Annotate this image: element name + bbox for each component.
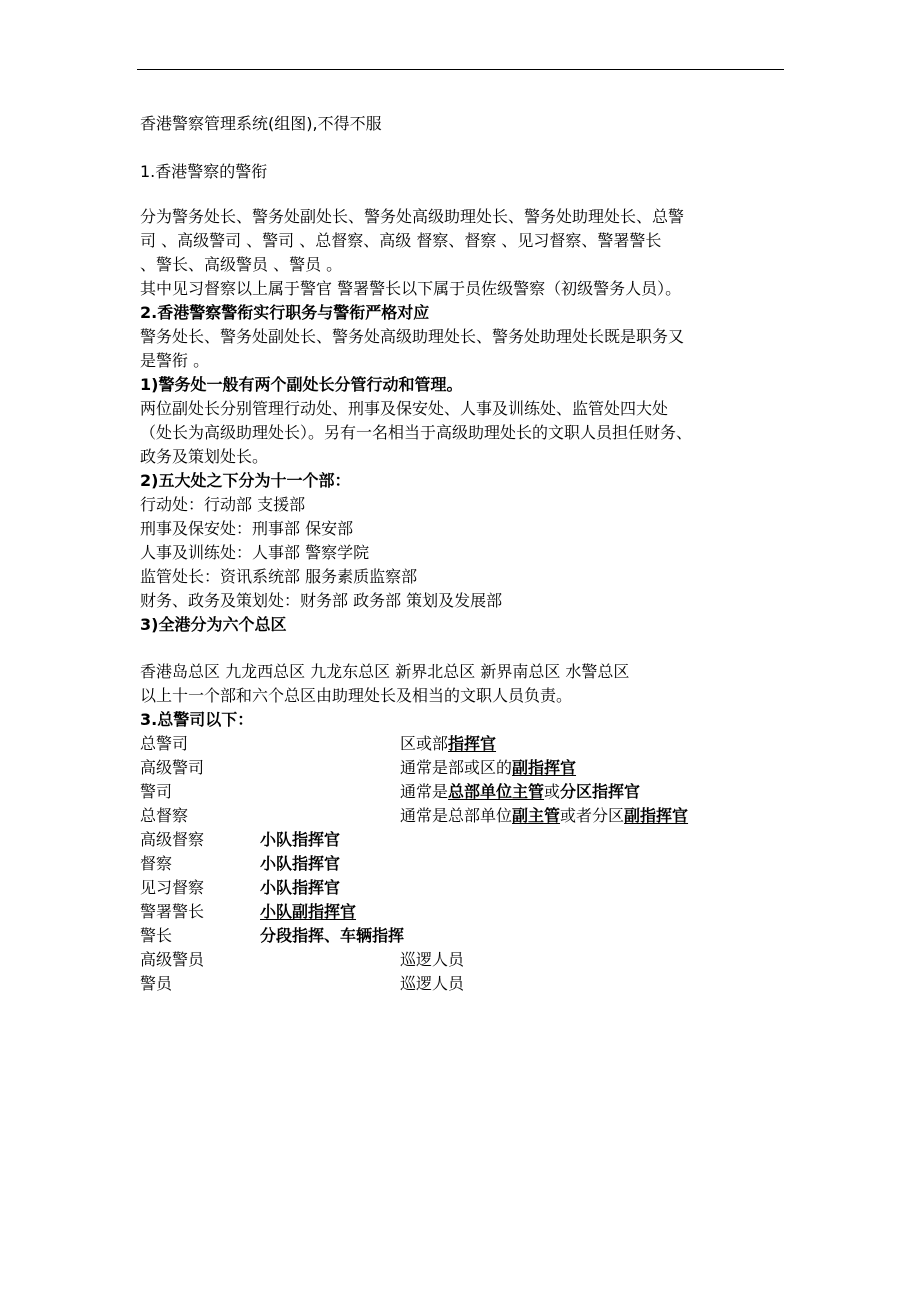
rank-role	[400, 948, 464, 972]
role-text: 小队指挥官	[260, 830, 341, 849]
subsection-3-line: 香港岛总区 九龙西总区 九龙东总区 新界北总区 新界南总区 水警总区	[140, 662, 630, 681]
role-text: 副主管	[512, 806, 561, 825]
role-text: 或者分区	[560, 806, 625, 825]
section-1-line: 其中见习督察以上属于警官 警署警长以下属于员佐级警察（初级警务人员）。	[140, 279, 682, 298]
role-text: 小队副指挥官	[260, 902, 357, 921]
subsection-2-line: 人事及训练处：人事部 警察学院	[140, 543, 370, 562]
rank-name: 见习督察	[140, 878, 205, 897]
rank-name: 高级警司	[140, 758, 205, 777]
rank-name: 总督察	[140, 806, 189, 825]
section-1-line: 、警长、高级警员 、警员 。	[140, 255, 343, 274]
role-text: 或	[544, 782, 561, 801]
role-text: 小队指挥官	[260, 854, 341, 873]
subsection-2-heading: 2)五大处之下分为十一个部：	[140, 471, 351, 490]
rank-role	[400, 804, 688, 828]
section-2-heading: 2.香港警察警衔实行职务与警衔严格对应	[140, 303, 430, 322]
header-rule	[137, 69, 784, 70]
role-text: 通常是总部单位	[400, 806, 513, 825]
rank-name: 高级警员	[140, 950, 205, 969]
role-text: 总部单位主管	[448, 782, 545, 801]
rank-name: 警员	[140, 974, 173, 993]
role-text: 分区指挥官	[560, 782, 641, 801]
rank-role	[260, 876, 340, 900]
role-text: 通常是部或区的	[400, 758, 513, 777]
rank-name: 督察	[140, 854, 173, 873]
subsection-2-line: 行动处：行动部 支援部	[140, 495, 306, 514]
role-text: 小队指挥官	[260, 878, 341, 897]
role-text: 分段指挥、车辆指挥	[260, 926, 405, 945]
rank-name: 总警司	[140, 734, 189, 753]
role-text: 副指挥官	[624, 806, 689, 825]
section-2-line: 警务处长、警务处副处长、警务处高级助理处长、警务处助理处长既是职务又	[140, 327, 685, 346]
subsection-2-line: 刑事及保安处：刑事部 保安部	[140, 519, 354, 538]
role-text: 巡逻人员	[400, 974, 465, 993]
section-3-heading: 3.总警司以下：	[140, 710, 254, 729]
subsection-1-line: 政务及策划处长。	[140, 447, 269, 466]
rank-role	[260, 924, 404, 948]
rank-name: 警署警长	[140, 902, 205, 921]
subsection-1-heading: 1)警务处一般有两个副处长分管行动和管理。	[140, 375, 463, 394]
subsection-2-line: 财务、政务及策划处：财务部 政务部 策划及发展部	[140, 591, 503, 610]
rank-name: 警司	[140, 782, 173, 801]
subsection-1-line: （处长为高级助理处长）。另有一名相当于高级助理处长的文职人员担任财务、	[140, 423, 693, 442]
rank-role	[260, 900, 356, 924]
section-1-heading: 1.香港警察的警衔	[140, 162, 268, 181]
rank-role	[400, 756, 576, 780]
role-text: 指挥官	[448, 734, 497, 753]
rank-role	[400, 732, 496, 756]
rank-name: 警长	[140, 926, 173, 945]
subsection-2-line: 监管处长：资讯系统部 服务素质监察部	[140, 567, 418, 586]
document-title: 香港警察管理系统(组图),不得不服	[140, 114, 382, 133]
role-text: 副指挥官	[512, 758, 577, 777]
role-text: 区或部	[400, 734, 449, 753]
role-text: 通常是	[400, 782, 449, 801]
section-1-line: 司 、高级警司 、警司 、总督察、高级 督察、督察 、见习督察、警署警长	[140, 231, 662, 250]
subsection-3-line: 以上十一个部和六个总区由助理处长及相当的文职人员负责。	[140, 686, 573, 705]
section-2-line: 是警衔 。	[140, 351, 210, 370]
rank-role	[400, 972, 464, 996]
role-text: 巡逻人员	[400, 950, 465, 969]
rank-role	[260, 852, 340, 876]
subsection-1-line: 两位副处长分别管理行动处、刑事及保安处、人事及训练处、监管处四大处	[140, 399, 669, 418]
rank-role	[400, 780, 640, 804]
subsection-3-heading: 3)全港分为六个总区	[140, 615, 287, 634]
rank-role	[260, 828, 340, 852]
rank-name: 高级督察	[140, 830, 205, 849]
section-1-line: 分为警务处长、警务处副处长、警务处高级助理处长、警务处助理处长、总警	[140, 207, 685, 226]
